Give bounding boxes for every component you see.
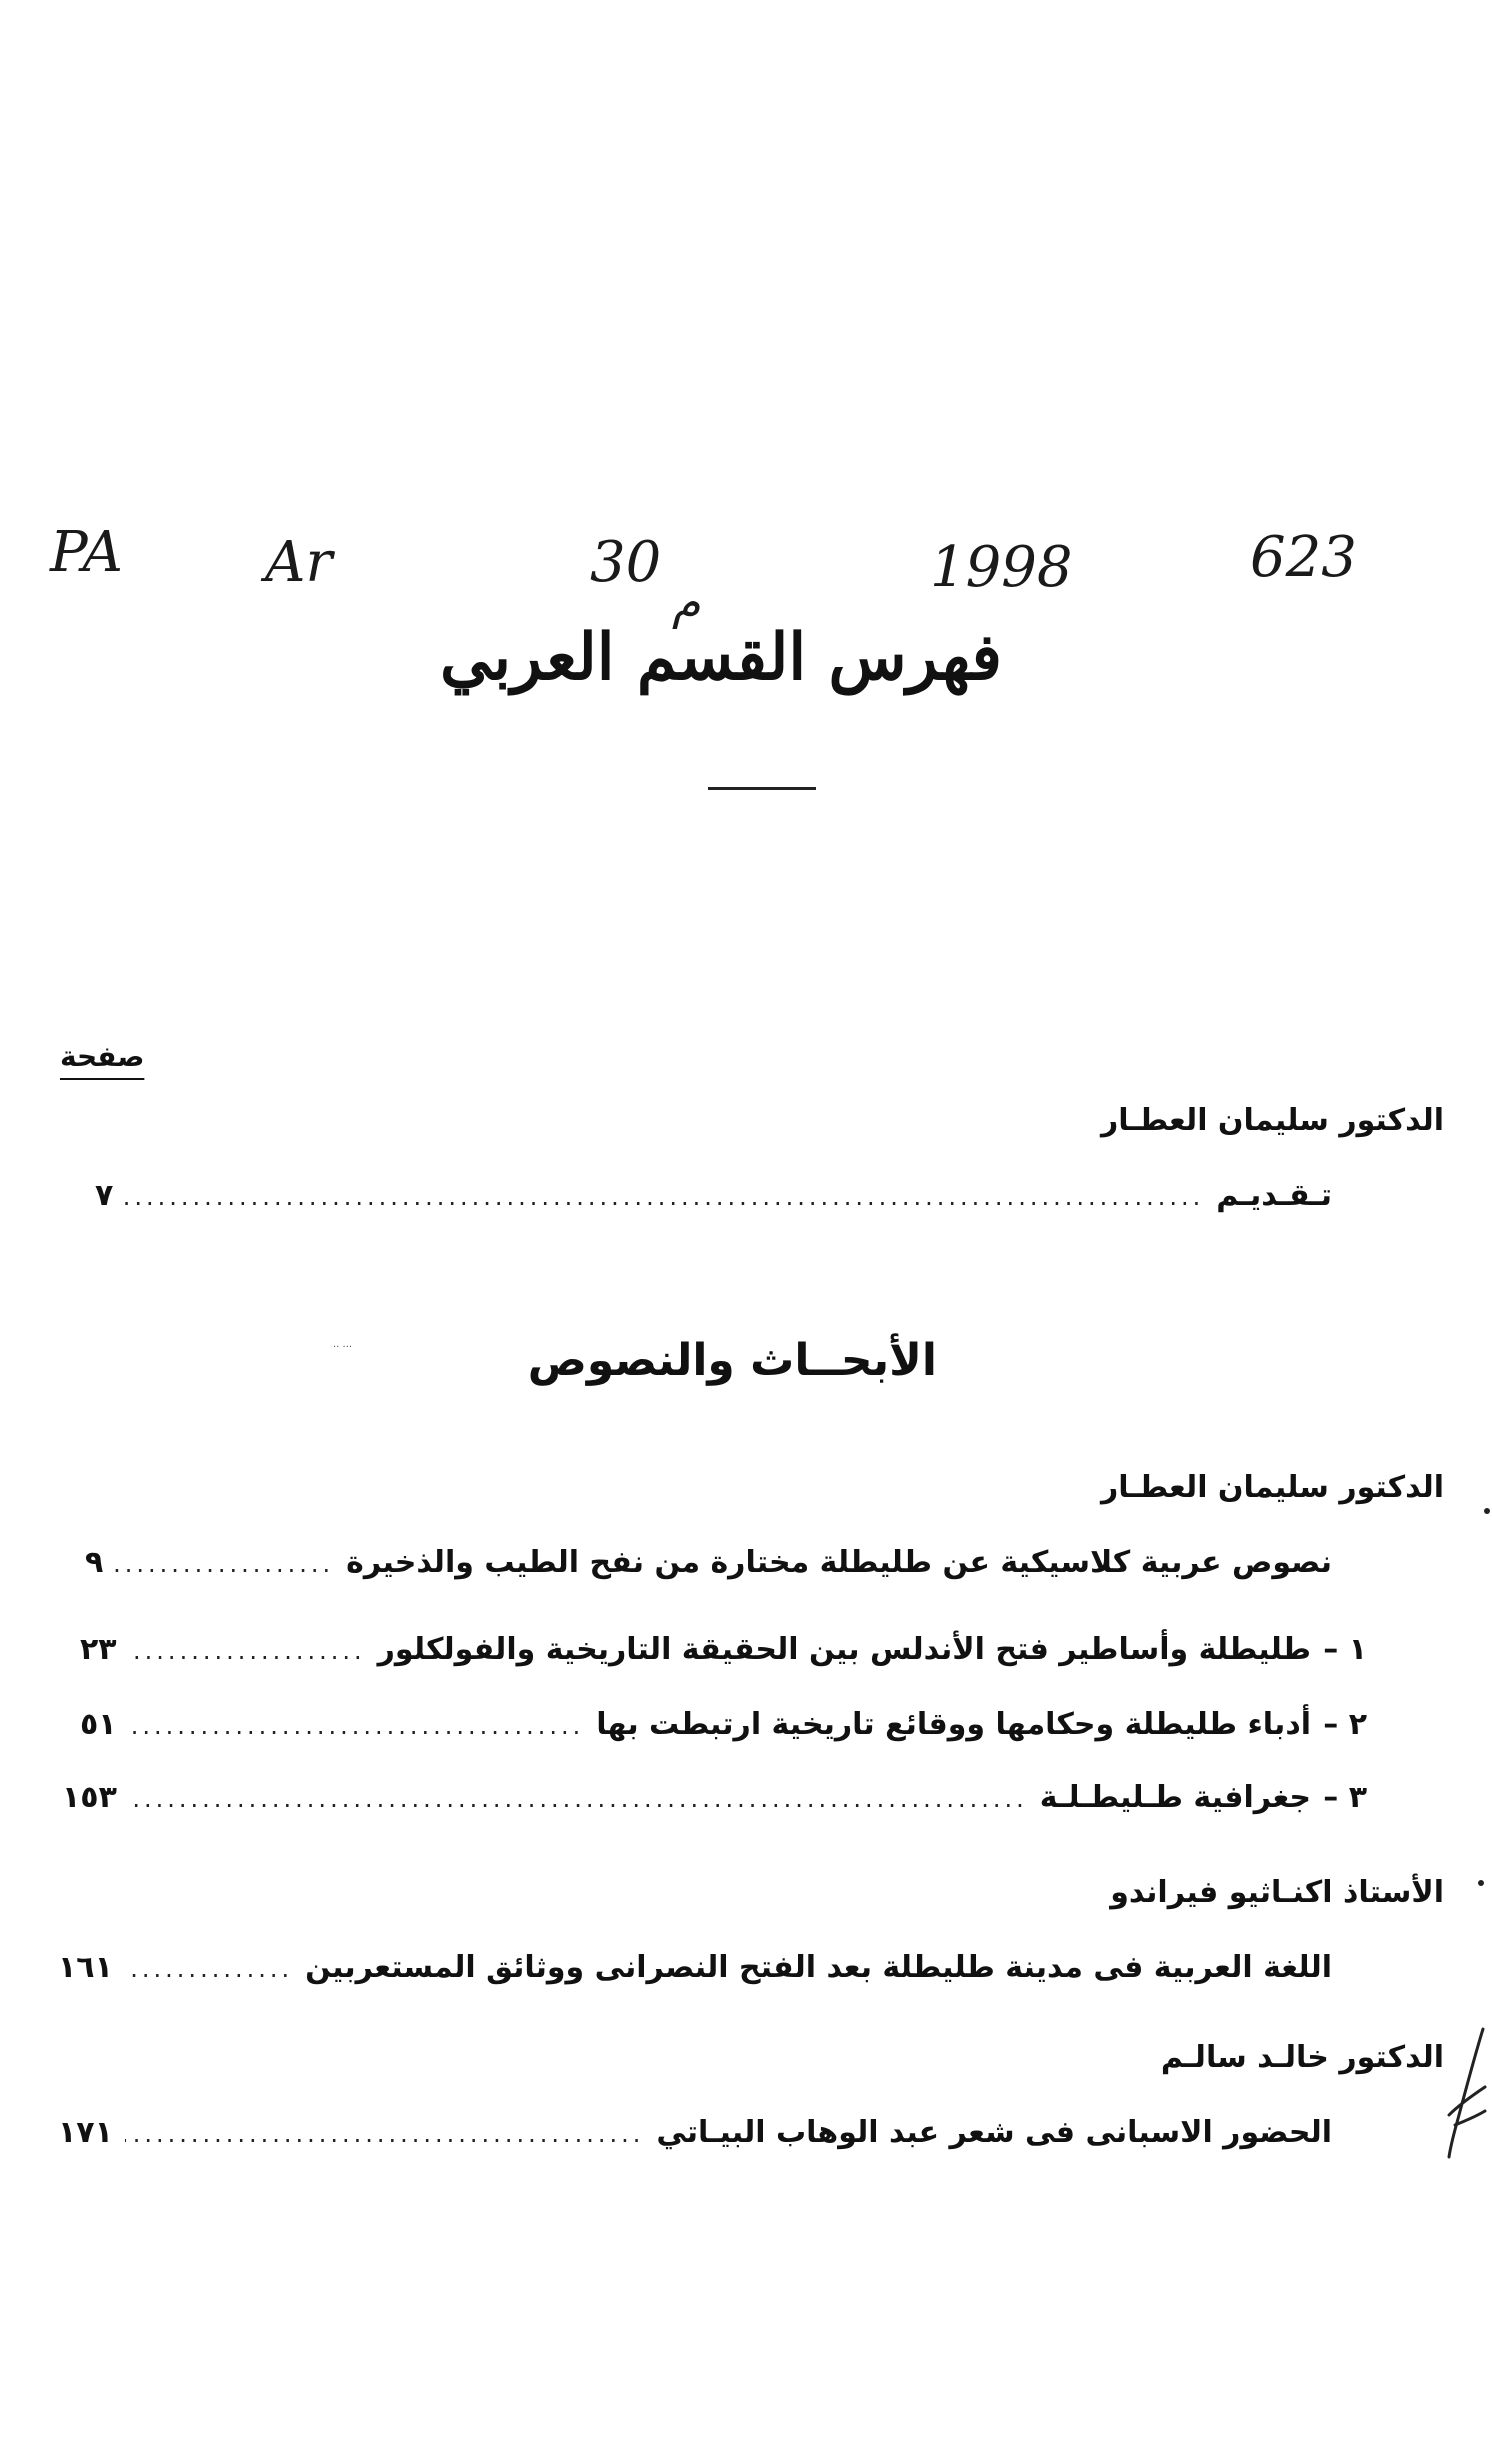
toc-entry	[62, 1780, 1367, 1815]
toc-entry-title: الحضور الاسبانى فى شعر عبد الوهاب البيـاتي	[656, 2115, 1332, 2150]
handwritten-note-number: 623	[1250, 525, 1357, 590]
handwritten-mark-icon	[1445, 2025, 1489, 2165]
handwritten-note-year: 1998	[930, 535, 1073, 600]
toc-entry-page: ١٥٣	[62, 1780, 117, 1815]
toc-entry-title: طليطلة وأساطير فتح الأندلس بين الحقيقة التاريخية والفولكلور	[377, 1632, 1311, 1667]
toc-entry	[58, 1950, 1332, 1985]
toc-entry-number: ١ –	[1323, 1632, 1367, 1667]
toc-entry-number: ٢ –	[1323, 1707, 1367, 1742]
leader-dots	[115, 1550, 334, 1578]
scan-speck: ·· ···	[333, 1342, 353, 1353]
leader-dots	[125, 1183, 1204, 1211]
page-title: فهرس القسم العربي	[439, 620, 1002, 695]
intro-author: الدكتور سليمان العطـار	[1100, 1103, 1444, 1138]
toc-entry-page: ١٧١	[58, 2115, 113, 2150]
handwritten-note-volume: 30	[590, 530, 662, 595]
toc-entry-number: ٣ –	[1323, 1780, 1367, 1815]
leader-dots	[129, 1785, 1028, 1813]
toc-entry	[95, 1178, 1332, 1213]
toc-entry-page: ٧	[95, 1178, 114, 1213]
leader-dots	[129, 1637, 366, 1665]
scan-speck	[1478, 1880, 1484, 1886]
toc-entry-title: اللغة العربية فى مدينة طليطلة بعد الفتح النصرانى ووثائق المستعربين	[305, 1950, 1332, 1985]
toc-entry-title: جغرافية طـليطـلـة	[1039, 1780, 1311, 1815]
toc-entry	[80, 1707, 1367, 1742]
toc-entry-page: ١٦١	[58, 1950, 113, 1985]
leader-dots	[125, 1955, 293, 1983]
leader-dots	[129, 1712, 585, 1740]
toc-entry-page: ٢٣	[80, 1632, 117, 1667]
group-author: الأستاذ اكنـاثيو فيراندو	[1110, 1875, 1444, 1910]
toc-entry-title: أدباء طليطلة وحكامها ووقائع تاريخية ارتبطت بها	[596, 1707, 1311, 1742]
toc-entry	[80, 1632, 1367, 1667]
page-column-header: صفحة	[60, 1040, 145, 1073]
toc-entry-title: نصوص عربية كلاسيكية عن طليطلة مختارة من نفح الطيب والذخيرة	[346, 1545, 1332, 1580]
scan-speck	[1484, 1508, 1490, 1514]
section-title: الأبحــاث والنصوص	[527, 1335, 937, 1386]
leader-dots	[125, 2120, 644, 2148]
handwritten-note-ar: Ar	[265, 530, 333, 595]
title-divider	[708, 787, 816, 790]
toc-entry	[85, 1545, 1332, 1580]
toc-entry	[58, 2115, 1332, 2150]
toc-entry-page: ٩	[85, 1545, 104, 1580]
toc-entry-page: ٥١	[80, 1707, 117, 1742]
toc-entry-title: تـقـديـم	[1216, 1178, 1332, 1213]
group-author: الدكتور خالـد سالـم	[1160, 2040, 1444, 2075]
handwritten-note-m: م	[672, 575, 701, 629]
handwritten-note-pa: PA	[50, 520, 123, 585]
group-author: الدكتور سليمان العطـار	[1100, 1470, 1444, 1505]
